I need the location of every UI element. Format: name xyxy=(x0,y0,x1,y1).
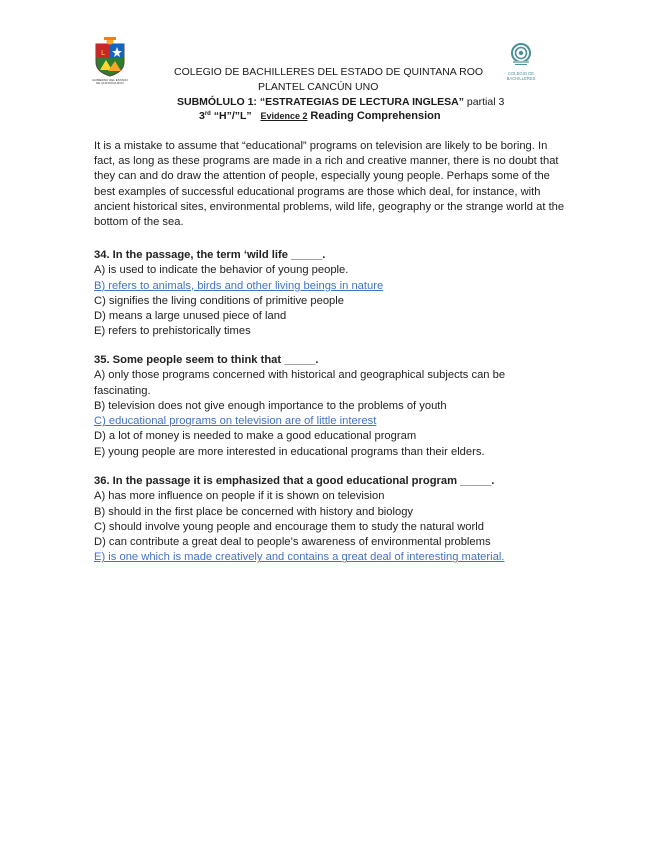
question-34 xyxy=(94,248,574,340)
question-stem: 36. In the passage it is emphasized that a good educational program _____. xyxy=(94,475,495,487)
semester-number: 3 xyxy=(199,110,205,122)
question-stem: 34. In the passage, the term ‘wild life _____. xyxy=(94,249,326,261)
option-a: A) is used to indicate the behavior of young people. xyxy=(94,264,349,277)
svg-text:L: L xyxy=(101,49,105,57)
option-b: B) should in the first place be concerned with history and biology xyxy=(94,505,414,518)
spiral-logo-icon xyxy=(510,42,532,66)
question-stem: 35. Some people seem to think that _____. xyxy=(94,354,319,366)
option-c-answer: C) educational programs on television are of little interest xyxy=(94,415,377,428)
option-a: A) only those programs concerned with historical and geographical subjects can be fascinating. xyxy=(94,369,506,397)
state-government-logo xyxy=(90,36,130,90)
option-d: D) means a large unused piece of land xyxy=(94,310,287,323)
state-shield-icon xyxy=(90,36,130,78)
option-c: C) should involve young people and encourage them to study the natural world xyxy=(94,520,484,533)
colegio-logo-caption: COLEGIO DE BACHILLERES xyxy=(506,71,536,81)
option-c: C) signifies the living conditions of primitive people xyxy=(94,294,344,307)
question-36 xyxy=(94,474,574,566)
evidence-line xyxy=(199,110,441,122)
option-d: D) a lot of money is needed to make a good educational program xyxy=(94,430,417,443)
semester-suffix: rd xyxy=(204,111,211,117)
reading-passage: It is a mistake to assume that “educational” programs on television are likely to be boring. In fact, as long as these programs are made in a rich and creative manner, there is no doubt that they can and do draw the attention of people, especially young people. Perhaps some of the best examples of successful educational programs are those which deal, for instance, with ancient historical sites, environmental problems, wild life, geography or the strange world at the bottom of the sea. xyxy=(94,140,565,229)
question-35 xyxy=(94,353,574,460)
option-e: E) refers to prehistorically times xyxy=(94,325,251,338)
submodule-title xyxy=(177,96,504,108)
option-b: B) television does not give enough importance to the problems of youth xyxy=(94,399,447,412)
submodule-name: SUBMÓLULO 1: “ESTRATEGIAS DE LECTURA INGLESA” xyxy=(177,96,465,108)
option-e-answer: E) is one which is made creatively and contains a great deal of interesting material. xyxy=(94,551,505,564)
option-b-answer: B) refers to animals, birds and other living beings in nature xyxy=(94,279,384,292)
evidence-label: Evidence 2 xyxy=(260,111,308,121)
school-name: COLEGIO DE BACHILLERES DEL ESTADO DE QUINTANA ROO xyxy=(174,66,484,78)
option-a: A) has more influence on people if it is shown on television xyxy=(94,490,385,503)
colegio-logo xyxy=(498,42,544,82)
activity-title: Reading Comprehension xyxy=(310,110,441,122)
option-d: D) can contribute a great deal to people’s awareness of environmental problems xyxy=(94,536,491,549)
groups-label: “H”/”L” xyxy=(210,110,252,122)
option-e: E) young people are more interested in educational programs than their elders. xyxy=(94,445,485,458)
campus-name: PLANTEL CANCÚN UNO xyxy=(258,81,379,93)
state-logo-caption: GOBIERNO DEL ESTADO DE QUINTANA ROO xyxy=(92,78,128,86)
partial-label: partial 3 xyxy=(464,96,505,108)
